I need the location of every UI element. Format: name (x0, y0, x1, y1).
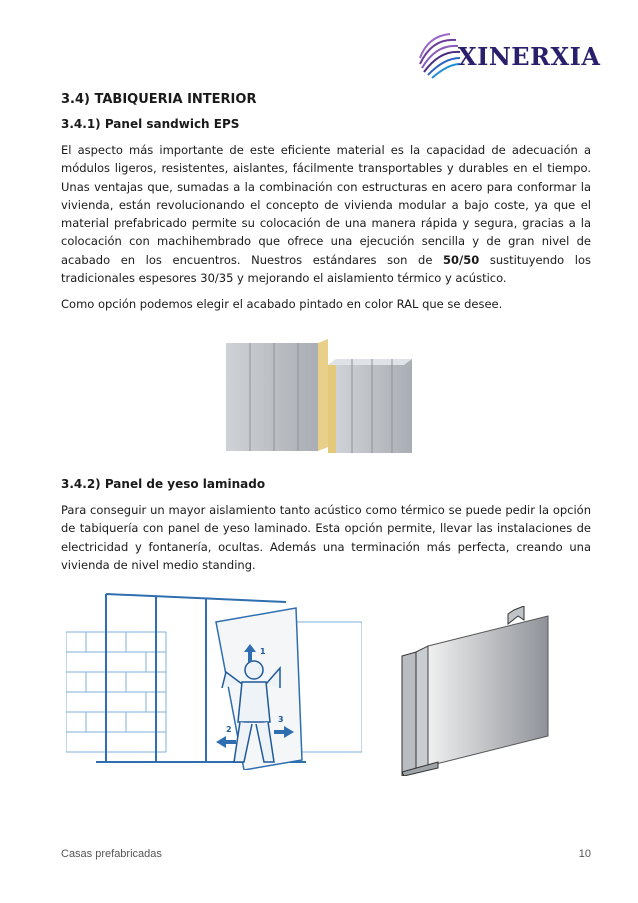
footer-title: Casas prefabricadas (61, 848, 162, 860)
paragraph-eps (61, 141, 591, 287)
paragraph-eps-part2: sustituyendo los tradicionales espesores 30/35 y mejorando el aislamiento térmico y acústico. (61, 252, 591, 286)
arrow-label-1: 1 (260, 647, 266, 656)
section-tabiqueria (61, 92, 591, 322)
logo-text: XINERXIA (458, 42, 601, 71)
plasterboard-installation-image (66, 592, 362, 770)
standard-value: 50/50 (443, 252, 480, 267)
paragraph-yeso: Para conseguir un mayor aislamiento tanto acústico como térmico se puede pedir la opción de tabiquería con panel de yeso laminado. Esta opción permite, llevar las instalaciones de electricidad y fontanería, ocultas. Además una terminación más perfecta, creando una vivienda de nivel medio standing. (61, 503, 591, 572)
section-yeso (61, 477, 591, 582)
sandwich-panel-image (224, 339, 414, 454)
subsection-title-eps: 3.4.1) Panel sandwich EPS (61, 117, 240, 131)
section-title: 3.4) TABIQUERIA INTERIOR (61, 92, 257, 107)
page-number: 10 (578, 848, 591, 860)
arrow-label-2: 2 (226, 725, 232, 734)
arrow-label-3: 3 (278, 715, 284, 724)
subsection-title-yeso: 3.4.2) Panel de yeso laminado (61, 477, 266, 491)
page-footer (61, 848, 591, 860)
paragraph-eps-part1: El aspecto más importante de este eficiente material es la capacidad de adecuación a módulos ligeros, resistentes, aislantes, fácilmente transportables y durables en el tiempo. Unas ventajas que, sumadas a la combinación con estructuras en acero para conformar la vivienda, están revolucionando el concepto de vivienda modular a bajo coste, ya que el material prefabricado permite su colocación de una manera rápida y segura, gracias a la colocación con machihembrado que ofrece una ejecución sencilla y de gran nivel de acabado en los encuentros. Nuestros estándares son de (61, 143, 591, 267)
paragraph-ral: Como opción podemos elegir el acabado pintado en color RAL que se desee. (61, 297, 503, 312)
plasterboard-profile-image (398, 606, 558, 776)
